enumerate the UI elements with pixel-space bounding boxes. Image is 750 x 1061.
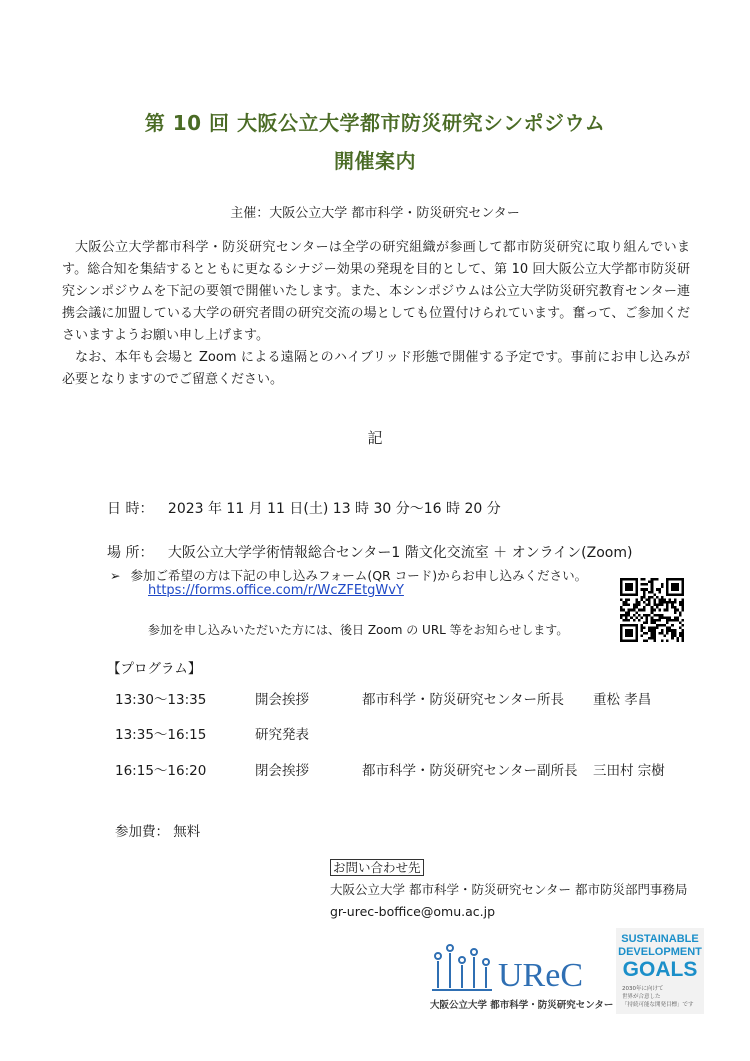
- venue-label: 場 所：: [107, 545, 154, 561]
- people-icon: [432, 945, 492, 990]
- registration-note-text: 参加ご希望の方は下記の申し込みフォーム(QR コード)からお申し込みください。: [130, 568, 588, 583]
- qr-code-icon: [620, 578, 684, 642]
- sdgs-sub-1: 2030年に向けて: [622, 986, 664, 992]
- program-time: 13:30～13:35: [115, 692, 207, 708]
- arrow-bullet-icon: ➢: [110, 568, 121, 583]
- page-title: 第 10 回 大阪公立大学都市防災研究シンポジウム: [144, 111, 606, 135]
- program-row: [115, 688, 695, 708]
- intro-text: [62, 237, 690, 391]
- date-label: 日 時：: [107, 501, 154, 517]
- urec-logo-subtitle: 大阪公立大学 都市科学・防災研究センター: [430, 1000, 614, 1011]
- program-row: [115, 723, 695, 743]
- urec-logo: [428, 940, 628, 1012]
- ki-marker: 記: [367, 429, 383, 447]
- program-heading: 【プログラム】: [107, 661, 202, 677]
- program-row: [115, 759, 695, 779]
- date-value: 2023 年 11 月 11 日(土) 13 時 30 分～16 時 20 分: [167, 501, 501, 517]
- program-time: 16:15～16:20: [115, 763, 207, 779]
- contact-email[interactable]: gr-urec-boffice@omu.ac.jp: [330, 904, 496, 919]
- sdgs-logo: [616, 928, 704, 1014]
- registration-form-link[interactable]: https://forms.office.com/r/WcZFEtgWvY: [148, 583, 404, 598]
- program-speaker-role: 都市科学・防災研究センター所長: [362, 692, 564, 708]
- organizer: 主催：大阪公立大学 都市科学・防災研究センター: [230, 206, 520, 221]
- registration-note: [110, 566, 587, 584]
- sdgs-line-2: DEVELOPMENT: [618, 946, 702, 958]
- page-subtitle: 開催案内: [334, 149, 416, 173]
- program-name: 開会挨拶: [255, 692, 309, 708]
- zoom-notice: 参加を申し込みいただいた方には、後日 Zoom の URL 等をお知らせします。: [148, 623, 569, 637]
- program-time: 13:35～16:15: [115, 727, 207, 743]
- venue-value: 大阪公立大学学術情報総合センター1 階文化交流室 ＋ オンライン(Zoom): [167, 545, 633, 561]
- sdgs-line-1: SUSTAINABLE: [621, 933, 699, 945]
- intro-paragraph-2: なお、本年も会場と Zoom による遠隔とのハイブリッド形態で開催する予定です。事前にお申し込みが必要となりますのでご留意ください。: [62, 350, 690, 387]
- venue-row: [107, 542, 632, 562]
- program-speaker-role: 都市科学・防災研究センター副所長: [362, 763, 578, 779]
- sdgs-line-3: GOALS: [622, 958, 698, 981]
- contact-organization: 大阪公立大学 都市科学・防災研究センター 都市防災部門事務局: [330, 882, 688, 897]
- participation-fee: 参加費： 無料: [115, 824, 201, 840]
- sdgs-sub-3: 「持続可能な開発目標」です: [622, 1002, 694, 1008]
- contact-label: お問い合わせ先: [330, 859, 424, 876]
- program-speaker-name: 三田村 宗樹: [593, 763, 665, 779]
- sdgs-sub-2: 世界が合意した: [622, 994, 661, 1000]
- program-speaker-name: 重松 孝昌: [593, 692, 652, 708]
- date-row: [107, 498, 501, 518]
- program-name: 研究発表: [255, 727, 309, 743]
- intro-paragraph-1: 大阪公立大学都市科学・防災研究センターは全学の研究組織が参画して都市防災研究に取り組んでいます。総合知を集結するとともに更なるシナジー効果の発現を目的として、第 10 回大阪公立大学都市防災研究シンポジウムを下記の要領で開催いたします。また、本シンポジウムは公立大学防災研究教育センター連携会議に加盟している大学の研究者間の研究交流の場としても位置付けられています。奮って、ご参加くださいますようお願い申し上げます。: [62, 240, 690, 343]
- program-name: 閉会挨拶: [255, 763, 309, 779]
- urec-logo-text: UReC: [498, 957, 583, 994]
- contact-block: [330, 857, 687, 923]
